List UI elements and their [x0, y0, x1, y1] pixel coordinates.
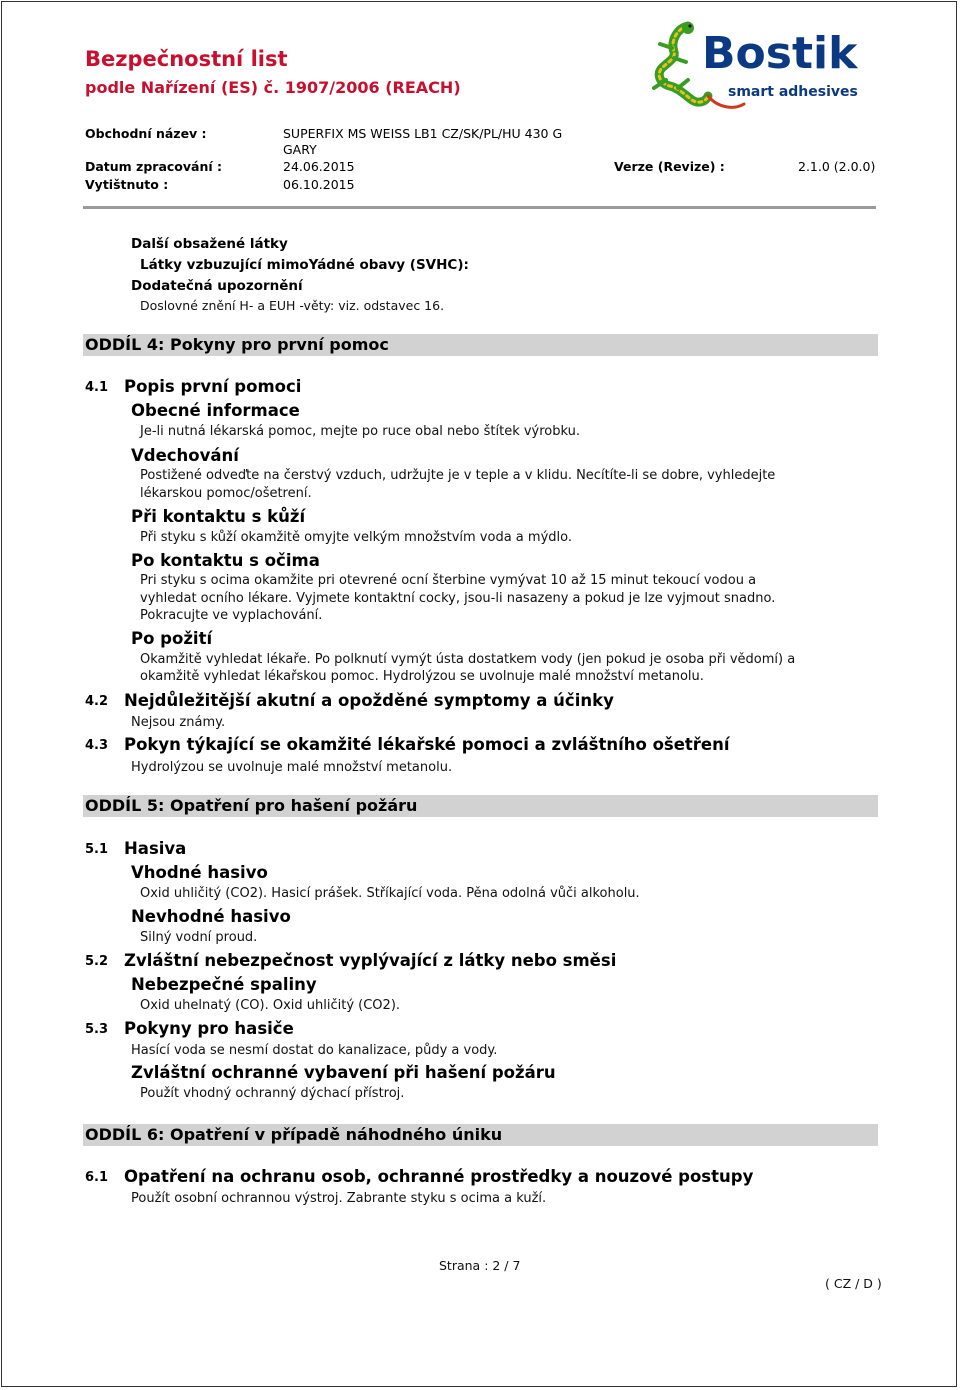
trade-name-line1: SUPERFIX MS WEISS LB1 CZ/SK/PL/HU 430 G [283, 126, 563, 141]
section-6-heading: ODDÍL 6: Opatření v případě náhodného úniku [83, 1124, 878, 1146]
subsection-title: Opatření na ochranu osob, ochranné prostředky a nouzové postupy [124, 1167, 754, 1186]
ingestion-text-1: Okamžitě vyhledat lékaře. Po polknutí vymýt ústa dostatkem vody (jen pokud je osoba při vědomí) a [140, 652, 796, 667]
eye-contact-text-1: Pri styku s ocima okamžite pri otevrené ocní šterbine vymývat 10 až 15 minut tekoucí vodou a [140, 573, 757, 588]
logo-tagline: smart adhesives [728, 84, 858, 100]
eye-contact-text-2: vyhledat ocního lékare. Vyjmete kontaktní cocky, jsou-li nasazeny a pokud je lze vyjmout snadno. [140, 591, 776, 606]
subsection-title: Pokyny pro hasiče [124, 1019, 294, 1038]
other-substances-heading: Další obsažené látky [131, 236, 288, 252]
printed-label: Vytištnuto : [85, 177, 169, 192]
personal-precautions-text: Použít osobní ochrannou výstroj. Zabrante styku s ocima a kuží. [131, 1191, 547, 1206]
medical-attention-text: Hydrolýzou se uvolnuje malé množství metanolu. [131, 760, 453, 775]
document-subtitle: podle Nařízení (ES) č. 1907/2006 (REACH) [85, 78, 461, 97]
eye-contact-text-3: Pokracujte ve vyplachování. [140, 608, 323, 623]
general-info-text: Je-li nutná lékarská pomoc, mejte po ruce obal nebo štítek výrobku. [140, 424, 581, 439]
suitable-media-text: Oxid uhličitý (CO2). Hasicí prášek. Stříkající voda. Pěna odolná vůči alkoholu. [140, 886, 640, 901]
subsection-number: 6.1 [85, 1170, 109, 1185]
inhalation-text-1: Postižené odveďte na čerstvý vzduch, udržujte je v teple a v klidu. Necítíte-li se dobre, vyhledejte [140, 468, 776, 483]
printed-value: 06.10.2015 [283, 177, 355, 192]
header-divider [83, 206, 876, 209]
svhc-heading: Látky vzbuzující mimoYádné obavy (SVHC): [140, 257, 469, 273]
unsuitable-media-text: Silný vodní proud. [140, 930, 258, 945]
document-title: Bezpečnostní list [85, 47, 288, 71]
hazardous-combustion-heading: Nebezpečné spaliny [131, 975, 317, 994]
skin-contact-heading: Při kontaktu s kůží [131, 507, 306, 526]
inhalation-text-2: lékarskou pomoc/ošetrení. [140, 486, 312, 501]
subsection-number: 4.3 [85, 738, 109, 753]
subsection-number: 5.1 [85, 842, 109, 857]
skin-contact-text: Při styku s kůží okamžitě omyjte velkým množstvím voda a mýdlo. [140, 530, 572, 545]
subsection-title: Nejdůležitější akutní a opožděné symptomy a účinky [124, 691, 614, 710]
protective-equipment-text: Použít vhodný ochranný dýchací přístroj. [140, 1086, 405, 1101]
symptoms-text: Nejsou známy. [131, 715, 226, 730]
ingestion-heading: Po požití [131, 629, 213, 648]
subsection-title: Hasiva [124, 839, 187, 858]
section-4-heading: ODDÍL 4: Pokyny pro první pomoc [83, 334, 878, 356]
trade-name-label: Obchodní název : [85, 126, 207, 141]
version-label: Verze (Revize) : [614, 159, 725, 174]
processed-value: 24.06.2015 [283, 159, 355, 174]
inhalation-heading: Vdechování [131, 446, 239, 465]
language-code: ( CZ / D ) [825, 1276, 882, 1291]
version-value: 2.1.0 (2.0.0) [798, 159, 876, 174]
hazardous-combustion-text: Oxid uhelnatý (CO). Oxid uhličitý (CO2). [140, 998, 401, 1013]
protective-equipment-heading: Zvláštní ochranné vybavení při hašení požáru [131, 1063, 556, 1082]
subsection-title: Pokyn týkající se okamžité lékařské pomoci a zvláštního ošetření [124, 735, 730, 754]
subsection-number: 5.3 [85, 1022, 109, 1037]
section-5-heading: ODDÍL 5: Opatření pro hašení požáru [83, 795, 878, 817]
subsection-number: 5.2 [85, 954, 109, 969]
ingestion-text-2: okamžitě vyhledat lékařskou pomoc. Hydrolýzou se uvolnuje malé množství metanolu. [140, 669, 704, 684]
subsection-title: Popis první pomoci [124, 377, 302, 396]
firefighter-advice-text: Hasící voda se nesmí dostat do kanalizace, půdy a vody. [131, 1043, 498, 1058]
additional-notes-heading: Dodatečná upozornění [131, 278, 303, 294]
suitable-media-heading: Vhodné hasivo [131, 863, 268, 882]
unsuitable-media-heading: Nevhodné hasivo [131, 907, 291, 926]
processed-label: Datum zpracování : [85, 159, 222, 174]
page-number: Strana : 2 / 7 [439, 1258, 521, 1273]
eye-contact-heading: Po kontaktu s očima [131, 551, 320, 570]
general-info-heading: Obecné informace [131, 401, 300, 420]
h-phrases-text: Doslovné znění H- a EUH -věty: viz. odstavec 16. [140, 298, 445, 313]
subsection-number: 4.1 [85, 380, 109, 395]
subsection-title: Zvláštní nebezpečnost vyplývající z látky nebo směsi [124, 951, 617, 970]
trade-name-line2: GARY [283, 142, 317, 157]
subsection-number: 4.2 [85, 694, 109, 709]
logo-wordmark: Bostik [702, 28, 858, 79]
